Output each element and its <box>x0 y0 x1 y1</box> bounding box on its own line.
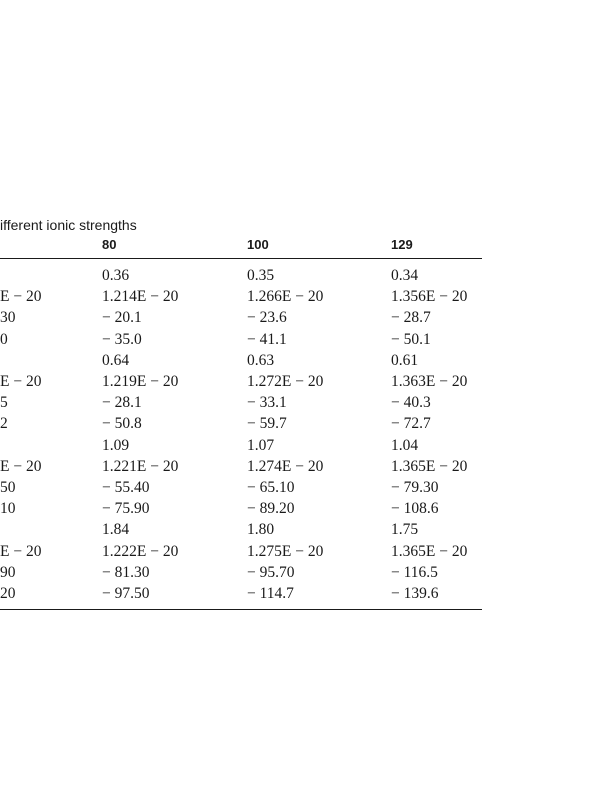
table-cell: 2 <box>0 415 8 433</box>
table-row <box>0 371 482 392</box>
table-cell: − 108.6 <box>391 500 439 518</box>
table-cell: 0.34 <box>391 267 419 284</box>
table-cell: 1.75 <box>391 521 419 539</box>
table-cell: 1.04 <box>391 436 419 454</box>
table-cell: − 81.30 <box>102 563 150 581</box>
table-row <box>0 392 482 413</box>
column-header-80: 80 <box>102 237 117 252</box>
table-cell: 1.365E − 20 <box>391 542 468 560</box>
table-cell: 1.222E − 20 <box>102 542 179 560</box>
table-row <box>0 413 482 434</box>
table-row <box>0 329 482 350</box>
table-row <box>0 477 482 498</box>
table-row <box>0 350 482 371</box>
table-cell: − 72.7 <box>391 415 431 433</box>
table-cell: E − 20 <box>0 373 42 390</box>
table-cell: − 79.30 <box>391 479 439 496</box>
header-rule <box>0 258 482 259</box>
table-cell: 1.274E − 20 <box>247 457 324 475</box>
column-header-129: 129 <box>391 237 413 252</box>
bottom-rule <box>0 609 482 610</box>
table-caption: ifferent ionic strengths <box>0 217 137 233</box>
table-cell: − 55.40 <box>102 479 150 496</box>
table-row <box>0 456 482 477</box>
table-cell: 1.356E − 20 <box>391 288 468 306</box>
table-cell: − 23.6 <box>247 309 287 327</box>
table-cell: 1.84 <box>102 521 130 539</box>
table-cell: 1.275E − 20 <box>247 542 324 560</box>
table-cell: − 97.50 <box>102 585 150 602</box>
table-cell: 20 <box>0 585 16 602</box>
table-cell: 0.35 <box>247 267 275 284</box>
table-cell: 1.80 <box>247 521 275 539</box>
table-cell: 1.266E − 20 <box>247 288 324 306</box>
table-cell: 10 <box>0 500 16 518</box>
table-cell: 1.07 <box>247 436 275 454</box>
table-cell: 0.61 <box>391 351 419 369</box>
table-cell: 0.36 <box>102 267 130 284</box>
table-cell: − 59.7 <box>247 415 287 433</box>
table-row <box>0 286 482 307</box>
table-cell: − 95.70 <box>247 563 295 581</box>
table-row <box>0 307 482 328</box>
table-cell: 1.09 <box>102 436 130 454</box>
table-cell: − 28.7 <box>391 309 431 327</box>
table-cell: 1.214E − 20 <box>102 288 179 306</box>
table-cell: − 65.10 <box>247 479 295 496</box>
table-cell: 5 <box>0 394 8 412</box>
table-cell: − 35.0 <box>102 330 142 348</box>
table-row <box>0 498 482 519</box>
table-cell: − 89.20 <box>247 500 295 518</box>
table-cell: 1.363E − 20 <box>391 373 468 390</box>
table-row <box>0 435 482 456</box>
table-cell: 0.63 <box>247 351 275 369</box>
column-header-100: 100 <box>247 237 269 252</box>
table-cell: 0.64 <box>102 351 130 369</box>
table-cell: 50 <box>0 479 16 496</box>
table-row <box>0 265 482 286</box>
table-cell: − 28.1 <box>102 394 142 412</box>
table-cell: E − 20 <box>0 457 42 475</box>
table-cell: 30 <box>0 309 16 327</box>
table-cell: − 50.1 <box>391 330 431 348</box>
table-row <box>0 541 482 562</box>
table-cell: 90 <box>0 563 16 581</box>
table-cell: − 33.1 <box>247 394 287 412</box>
table-row <box>0 562 482 583</box>
table-cell: − 50.8 <box>102 415 142 433</box>
table-row <box>0 583 482 604</box>
table-cell: E − 20 <box>0 288 42 306</box>
table-cell: E − 20 <box>0 542 42 560</box>
table-cell: 1.219E − 20 <box>102 373 179 390</box>
table-cell: − 139.6 <box>391 585 439 602</box>
table-cell: − 75.90 <box>102 500 150 518</box>
table-cell: 1.221E − 20 <box>102 457 179 475</box>
table-cell: − 114.7 <box>247 585 294 602</box>
table-cell: − 41.1 <box>247 330 287 348</box>
table-cell: − 20.1 <box>102 309 142 327</box>
table-row <box>0 519 482 540</box>
table-cell: 1.365E − 20 <box>391 457 468 475</box>
table-cell: − 116.5 <box>391 563 438 581</box>
table-cell: 0 <box>0 330 8 348</box>
table-cell: − 40.3 <box>391 394 431 412</box>
table-cell: 1.272E − 20 <box>247 373 324 390</box>
